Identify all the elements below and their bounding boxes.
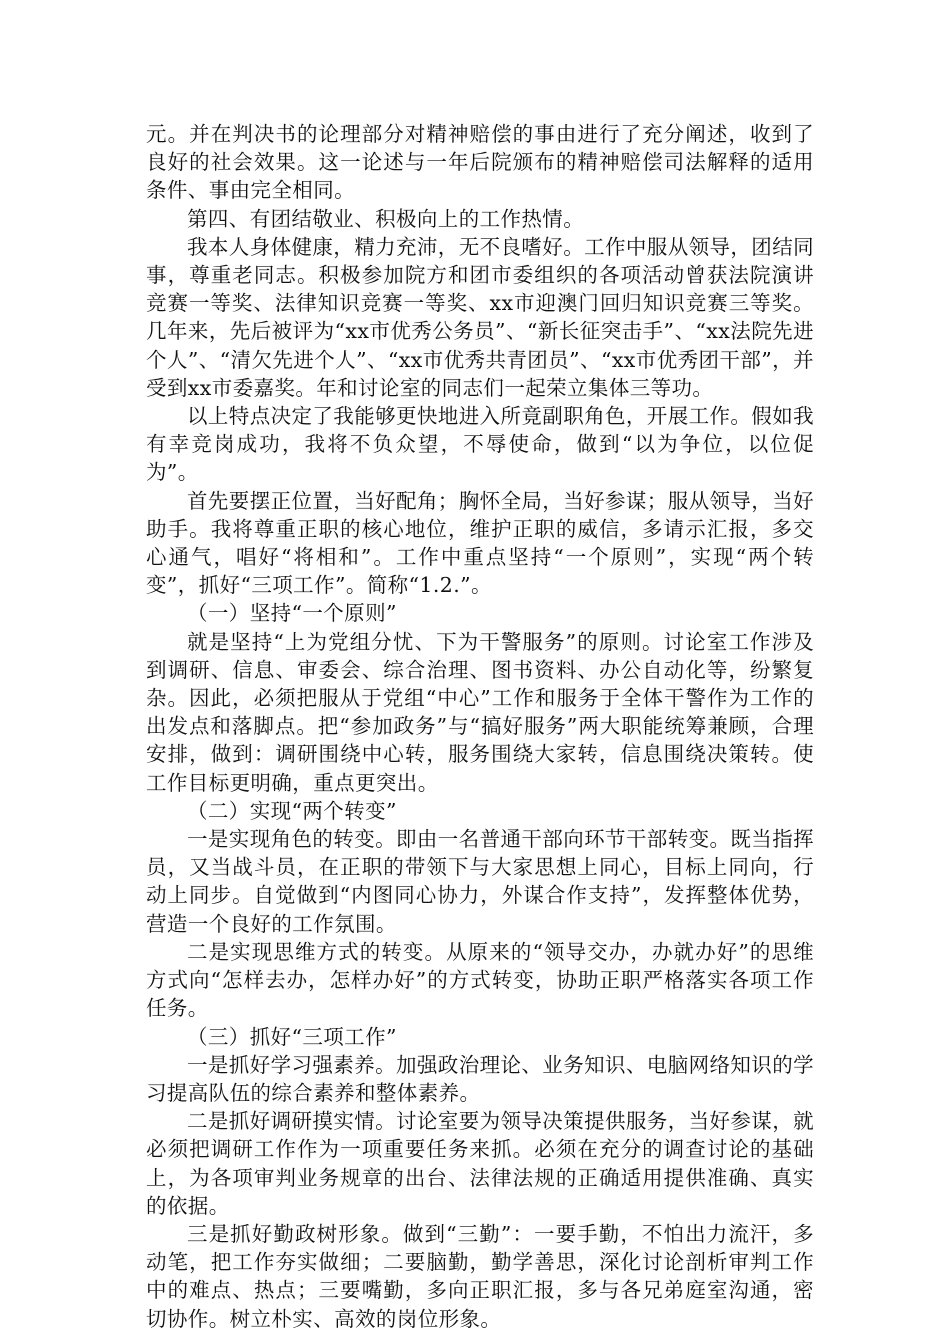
document-page (146, 120, 814, 1333)
subsection-heading-two: （二）实现“两个转变” (187, 798, 397, 823)
paragraph-body: 首先要摆正位置，当好配角；胸怀全局，当好参谋；服从领导，当好助手。我将尊重正职的核心地位，维护正职的威信，多请示汇报，多交心通气，唱好“将相和”。工作中重点坚持“一个原则”，实现“两个转变”，抓好“三项工作”。简称“1.2.”。 (146, 488, 814, 598)
paragraph-body: 三是抓好勤政树形象。做到“三勤”：一要手勤，不怕出力流汗，多动笔，把工作夯实做细；二要脑勤，勤学善思，深化讨论剖析审判工作中的难点、热点；三要嘴勤，多向正职汇报，多与各兄弟庭室沟通，密切协作。树立朴实、高效的岗位形象。 (146, 1221, 814, 1331)
paragraph-body: 二是抓好调研摸实情。讨论室要为领导决策提供服务，当好参谋，就必须把调研工作作为一项重要任务来抓。必须在充分的调查讨论的基础上，为各项审判业务规章的出台、法律法规的正确适用提供准确、真实的依据。 (146, 1109, 814, 1218)
paragraph-continued: 元。并在判决书的论理部分对精神赔偿的事由进行了充分阐述，收到了良好的社会效果。这一论述与一年后院颁布的精神赔偿司法解释的适用条件、事由完全相同。 (146, 122, 814, 203)
paragraph-body: 我本人身体健康，精力充沛，无不良嗜好。工作中服从领导，团结同事，尊重老同志。积极参加院方和团市委组织的各项活动曾获法院演讲竞赛一等奖、法律知识竞赛一等奖、xx市迎澳门回归知识竞赛三等奖。几年来，先后被评为“xx市优秀公务员”、“新长征突击手”、“xx法院先进个人”、“清欠先进个人”、“xx市优秀共青团员”、“xx市优秀团干部”，并受到xx市委嘉奖。年和讨论室的同志们一起荣立集体三等功。 (146, 234, 814, 400)
paragraph-body: 一是实现角色的转变。即由一名普通干部向环节干部转变。既当指挥员，又当战斗员，在正职的带领下与大家思想上同心，目标上同向，行动上同步。自觉做到“内图同心协力，外谋合作支持”，发挥整体优势，营造一个良好的工作氛围。 (146, 827, 814, 936)
subsection-heading-three: （三）抓好“三项工作” (187, 1024, 397, 1049)
subsection-heading-one: （一）坚持“一个原则” (187, 601, 397, 626)
paragraph-body: 二是实现思维方式的转变。从原来的“领导交办，办就办好”的思维方式向“怎样去办，怎样办好”的方式转变，协助正职严格落实各项工作任务。 (146, 939, 814, 1021)
paragraph-body: 就是坚持“上为党组分忧、下为干警服务”的原则。讨论室工作涉及到调研、信息、审委会、综合治理、图书资料、办公自动化等，纷繁复杂。因此，必须把服从于党组“中心”工作和服务于全体干警作为工作的出发点和落脚点。把“参加政务”与“搞好服务”两大职能统筹兼顾，合理安排，做到：调研围绕中心转，服务围绕大家转，信息围绕决策转。使工作目标更明确，重点更突出。 (146, 629, 814, 795)
paragraph-body: 一是抓好学习强素养。加强政治理论、业务知识、电脑网络知识的学习提高队伍的综合素养和整体素养。 (146, 1052, 814, 1105)
paragraph-body: 以上特点决定了我能够更快地进入所竟副职角色，开展工作。假如我有幸竞岗成功，我将不负众望，不辱使命，做到“以为争位，以位促为”。 (146, 404, 814, 485)
section-heading-fourth: 第四、有团结敬业、积极向上的工作热情。 (187, 206, 585, 231)
